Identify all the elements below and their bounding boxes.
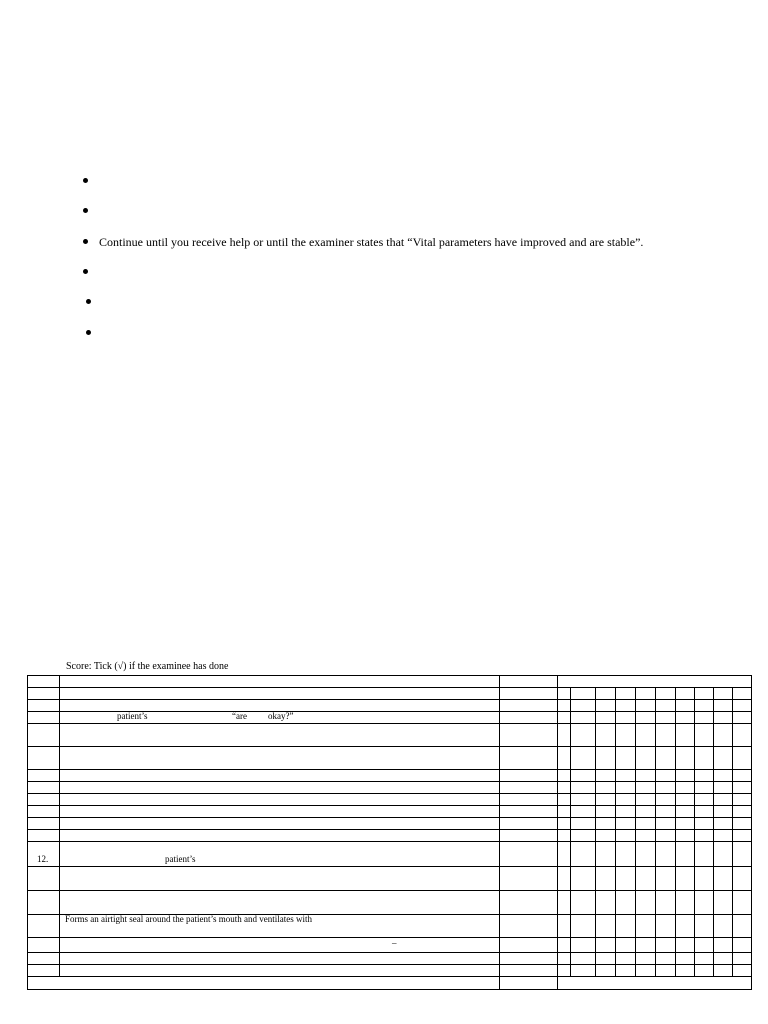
table-rule xyxy=(27,866,752,867)
table-rule xyxy=(557,675,558,990)
table-cell-text: “are xyxy=(232,711,247,721)
table-rule xyxy=(732,687,733,977)
table-rule xyxy=(27,793,752,794)
table-rule xyxy=(27,699,752,700)
table-cell-text: patient’s xyxy=(117,711,148,721)
table-rule xyxy=(27,746,752,747)
table-rule xyxy=(27,687,752,688)
table-rule xyxy=(713,687,714,977)
table-rule xyxy=(655,687,656,977)
table-rule xyxy=(27,829,752,830)
table-rule xyxy=(595,687,596,977)
table-rule xyxy=(499,675,500,990)
table-cell-text: patient’s xyxy=(165,854,196,864)
score-caption: Score: Tick (√) if the examinee has done xyxy=(66,661,229,672)
table-rule xyxy=(59,675,60,977)
table-cell-text: okay?” xyxy=(268,711,294,721)
table-rule xyxy=(751,675,752,990)
instruction-text: Continue until you receive help or until the examiner states that “Vital parameters have improved and are stable”. xyxy=(99,235,644,249)
table-rule xyxy=(27,817,752,818)
table-rule xyxy=(675,687,676,977)
table-rule xyxy=(27,675,28,990)
table-rule xyxy=(27,675,752,676)
table-rule xyxy=(570,687,571,977)
table-rule xyxy=(27,952,752,953)
table-rule xyxy=(27,781,752,782)
table-rule xyxy=(27,805,752,806)
table-rule xyxy=(615,687,616,977)
table-rule xyxy=(27,989,752,990)
table-rule xyxy=(27,964,752,965)
table-rule xyxy=(27,769,752,770)
table-rule xyxy=(27,890,752,891)
table-rule xyxy=(27,976,752,977)
row-number: 12. xyxy=(37,854,49,864)
table-cell-text: – xyxy=(392,938,397,948)
table-rule xyxy=(27,723,752,724)
table-rule xyxy=(635,687,636,977)
table-rule xyxy=(27,937,752,938)
table-cell-text: Forms an airtight seal around the patient’s mouth and ventilates with xyxy=(65,914,312,924)
table-rule xyxy=(694,687,695,977)
table-rule xyxy=(27,841,752,842)
